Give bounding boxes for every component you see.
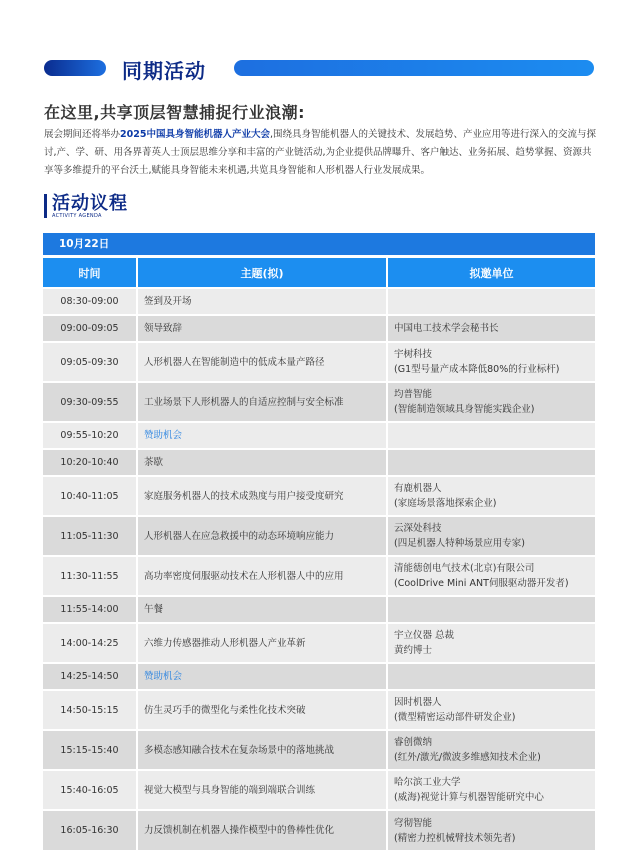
agenda-row — [43, 770, 595, 810]
agenda-time: 09:05-09:30 — [43, 342, 137, 382]
agenda-time: 16:05-16:30 — [43, 810, 137, 850]
agenda-org — [387, 623, 595, 663]
agenda-org — [387, 449, 595, 476]
agenda-org-line: 有鹿机器人 — [394, 483, 442, 494]
agenda-org-line: (四足机器人特种场景应用专家) — [394, 538, 525, 549]
agenda-org-line: (红外/激光/微波多维感知技术企业) — [394, 752, 541, 763]
agenda-org-line: (精密力控机械臂技术领先者) — [394, 832, 516, 844]
agenda-org-line: (智能制造领域具身智能实践企业) — [394, 404, 535, 415]
column-header-org: 拟邀单位 — [387, 258, 595, 288]
agenda-title: 活动议程 — [52, 193, 128, 214]
agenda-row — [43, 449, 595, 476]
agenda-time: 08:30-09:00 — [43, 288, 137, 315]
agenda-topic: 领导致辞 — [137, 315, 387, 342]
agenda-topic: 多模态感知融合技术在复杂场景中的落地挑战 — [137, 730, 387, 770]
agenda-date: 10月22日 — [43, 233, 595, 255]
agenda-row — [43, 382, 595, 422]
agenda-time: 11:30-11:55 — [43, 556, 137, 596]
agenda-time: 11:55-14:00 — [43, 596, 137, 623]
agenda-topic: 午餐 — [137, 596, 387, 623]
agenda-time: 09:30-09:55 — [43, 382, 137, 422]
agenda-topic: 签到及开场 — [137, 288, 387, 315]
agenda-body — [43, 288, 595, 850]
agenda-org — [387, 690, 595, 730]
agenda-row — [43, 342, 595, 382]
agenda-org-line: 云深处科技 — [394, 523, 442, 534]
agenda-org-line: (家庭场景落地探索企业) — [394, 498, 497, 509]
agenda-row — [43, 596, 595, 623]
header-bar-left — [44, 60, 106, 76]
agenda-topic: 工业场景下人形机器人的自适应控制与安全标准 — [137, 382, 387, 422]
agenda-org — [387, 315, 595, 342]
agenda-org-line: 清能德创电气技术(北京)有限公司 — [394, 563, 535, 574]
agenda-org-line: 睿创微纳 — [394, 737, 433, 748]
agenda-row — [43, 810, 595, 850]
agenda-time: 10:20-10:40 — [43, 449, 137, 476]
agenda-org — [387, 476, 595, 516]
agenda-org — [387, 730, 595, 770]
agenda-org — [387, 382, 595, 422]
intro-prefix: 展会期间还将举办 — [44, 129, 121, 140]
agenda-org-line: (微型精密运动部件研发企业) — [394, 712, 516, 723]
agenda-org-line: 宇树科技 — [394, 349, 433, 360]
agenda-org-line: 宇立仪器 总裁 — [394, 630, 455, 641]
agenda-org — [387, 663, 595, 690]
intro-body: ,围绕具身智能机器人的关键技术、发展趋势、产业应用等进行深入的交流与探讨,产、学、研、用各界菁英人士顶层思维分享和丰富的产业链活动,为企业提供品牌曝升、客户触达、业务拓展、趋势掌握、资源共享等多维提升的平台沃土,赋能具身智能未来机遇,共览具身智能和人形机器人行业发展成果。 — [44, 129, 596, 176]
agenda-org-line: 均普智能 — [394, 389, 433, 400]
intro-highlight: 2025中国具身智能机器人产业大会 — [120, 129, 270, 140]
agenda-org-line: 中国电工技术学会秘书长 — [394, 323, 499, 334]
agenda-org-line: 穹彻智能 — [394, 817, 433, 829]
agenda-row — [43, 288, 595, 315]
agenda-time: 14:25-14:50 — [43, 663, 137, 690]
agenda-row — [43, 516, 595, 556]
agenda-time: 11:05-11:30 — [43, 516, 137, 556]
agenda-row — [43, 315, 595, 342]
agenda-topic: 人形机器人在智能制造中的低成本量产路径 — [137, 342, 387, 382]
agenda-topic: 视觉大模型与具身智能的端到端联合训练 — [137, 770, 387, 810]
agenda-row — [43, 476, 595, 516]
agenda-topic: 力反馈机制在机器人操作模型中的鲁棒性优化 — [137, 810, 387, 850]
column-header-topic: 主题(拟) — [137, 258, 387, 288]
agenda-header-row — [43, 258, 595, 288]
agenda-org — [387, 556, 595, 596]
agenda-org — [387, 288, 595, 315]
agenda-row — [43, 422, 595, 449]
agenda-row — [43, 690, 595, 730]
agenda-org — [387, 770, 595, 810]
agenda-row — [43, 623, 595, 663]
agenda-table — [43, 258, 595, 850]
agenda-time: 10:40-11:05 — [43, 476, 137, 516]
agenda-org-line: 因时机器人 — [394, 697, 442, 708]
agenda-time: 15:15-15:40 — [43, 730, 137, 770]
agenda-topic: 人形机器人在应急救援中的动态环境响应能力 — [137, 516, 387, 556]
agenda-org-line: (CoolDrive Mini ANT伺服驱动器开发者) — [394, 578, 569, 589]
agenda-topic: 赞助机会 — [137, 422, 387, 449]
agenda-time: 15:40-16:05 — [43, 770, 137, 810]
agenda-org-line: (威海)视觉计算与机器智能研究中心 — [394, 792, 544, 803]
agenda-title-marker — [44, 194, 47, 218]
agenda-time: 14:50-15:15 — [43, 690, 137, 730]
intro-heading: 在这里,共享顶层智慧捕捉行业浪潮: — [44, 103, 305, 122]
agenda-org — [387, 342, 595, 382]
agenda-org — [387, 596, 595, 623]
agenda-topic: 仿生灵巧手的微型化与柔性化技术突破 — [137, 690, 387, 730]
agenda-topic: 高功率密度伺服驱动技术在人形机器人中的应用 — [137, 556, 387, 596]
header-bar-right — [234, 60, 594, 76]
agenda-topic: 茶歇 — [137, 449, 387, 476]
agenda-topic: 家庭服务机器人的技术成熟度与用户接受度研究 — [137, 476, 387, 516]
agenda-row — [43, 730, 595, 770]
agenda-time: 09:00-09:05 — [43, 315, 137, 342]
agenda-org — [387, 810, 595, 850]
agenda-topic: 六维力传感器推动人形机器人产业革新 — [137, 623, 387, 663]
agenda-topic: 赞助机会 — [137, 663, 387, 690]
agenda-org-line: 哈尔滨工业大学 — [394, 777, 461, 788]
agenda-org-line: 黄约博士 — [394, 645, 433, 656]
agenda-row — [43, 556, 595, 596]
agenda-row — [43, 663, 595, 690]
agenda-subtitle: ACTIVITY AGENDA — [52, 213, 102, 219]
agenda-time: 09:55-10:20 — [43, 422, 137, 449]
agenda-time: 14:00-14:25 — [43, 623, 137, 663]
agenda-org — [387, 422, 595, 449]
section-title: 同期活动 — [122, 59, 206, 83]
agenda-org-line: (G1型号量产成本降低80%的行业标杆) — [394, 364, 560, 375]
intro-paragraph — [44, 126, 599, 180]
column-header-time: 时间 — [43, 258, 137, 288]
agenda-org — [387, 516, 595, 556]
